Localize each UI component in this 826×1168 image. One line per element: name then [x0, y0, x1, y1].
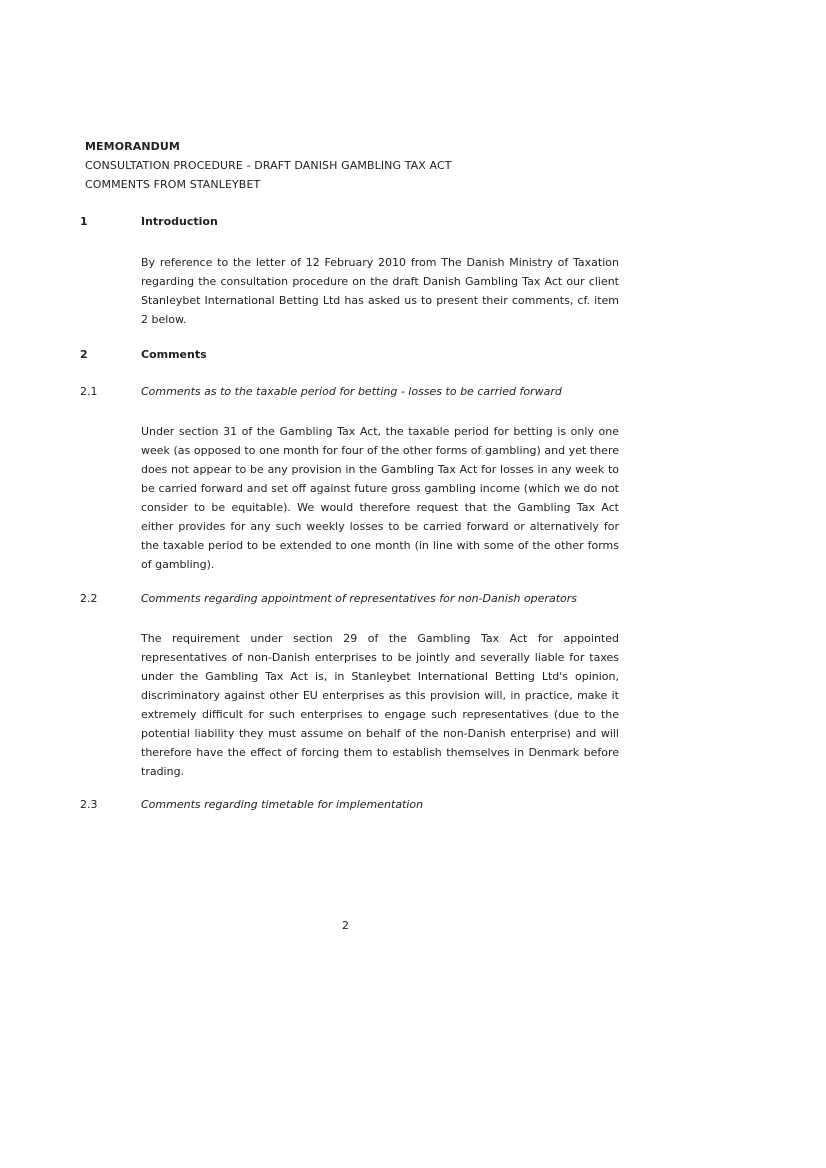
memo-from: COMMENTS FROM STANLEYBET: [85, 178, 261, 191]
section-2-3-subheading: Comments regarding timetable for implementation: [141, 798, 424, 811]
section-2-heading: Comments: [141, 348, 207, 361]
section-2-2-subheading: Comments regarding appointment of representatives for non-Danish operators: [141, 592, 577, 605]
section-2-1-subheading: Comments as to the taxable period for betting - losses to be carried forward: [141, 385, 562, 398]
page-number: 2: [342, 919, 349, 932]
section-1-paragraph: By reference to the letter of 12 February 2010 from The Danish Ministry of Taxation regarding the consultation procedure on the draft Danish Gambling Tax Act our client Stanleybet International Betting Ltd has asked us to present their comments, cf. item 2 below.: [141, 256, 619, 326]
memo-subject: CONSULTATION PROCEDURE - DRAFT DANISH GAMBLING TAX ACT: [85, 159, 452, 172]
section-2-number: 2: [80, 348, 88, 361]
section-2-2-number: 2.2: [80, 592, 98, 605]
section-2-2-paragraph: The requirement under section 29 of the Gambling Tax Act for appointed representatives of non-Danish enterprises to be jointly and severally liable for taxes under the Gambling Tax Act is, in Stanleybet International Betting Ltd's opinion, discriminatory against other EU enterprises as this provision will, in practice, make it extremely difficult for such enterprises to engage such representatives (due to the potential liability they must assume on behalf of the non-Danish enterprise) and will therefore have the effect of forcing them to establish themselves in Denmark before trading.: [141, 632, 619, 778]
section-2-3-number: 2.3: [80, 798, 98, 811]
section-1-number: 1: [80, 215, 88, 228]
memo-title: MEMORANDUM: [85, 140, 180, 153]
section-2-1-number: 2.1: [80, 385, 98, 398]
section-2-1-paragraph: Under section 31 of the Gambling Tax Act, the taxable period for betting is only one week (as opposed to one month for four of the other forms of gambling) and yet there does not appear to be any provision in the Gambling Tax Act for losses in any week to be carried forward and set off against future gross gambling income (which we do not consider to be equitable). We would therefore request that the Gambling Tax Act either provides for any such weekly losses to be carried forward or alternatively for the taxable period to be extended to one month (in line with some of the other forms of gambling).: [141, 425, 619, 571]
section-1-heading: Introduction: [141, 215, 218, 228]
